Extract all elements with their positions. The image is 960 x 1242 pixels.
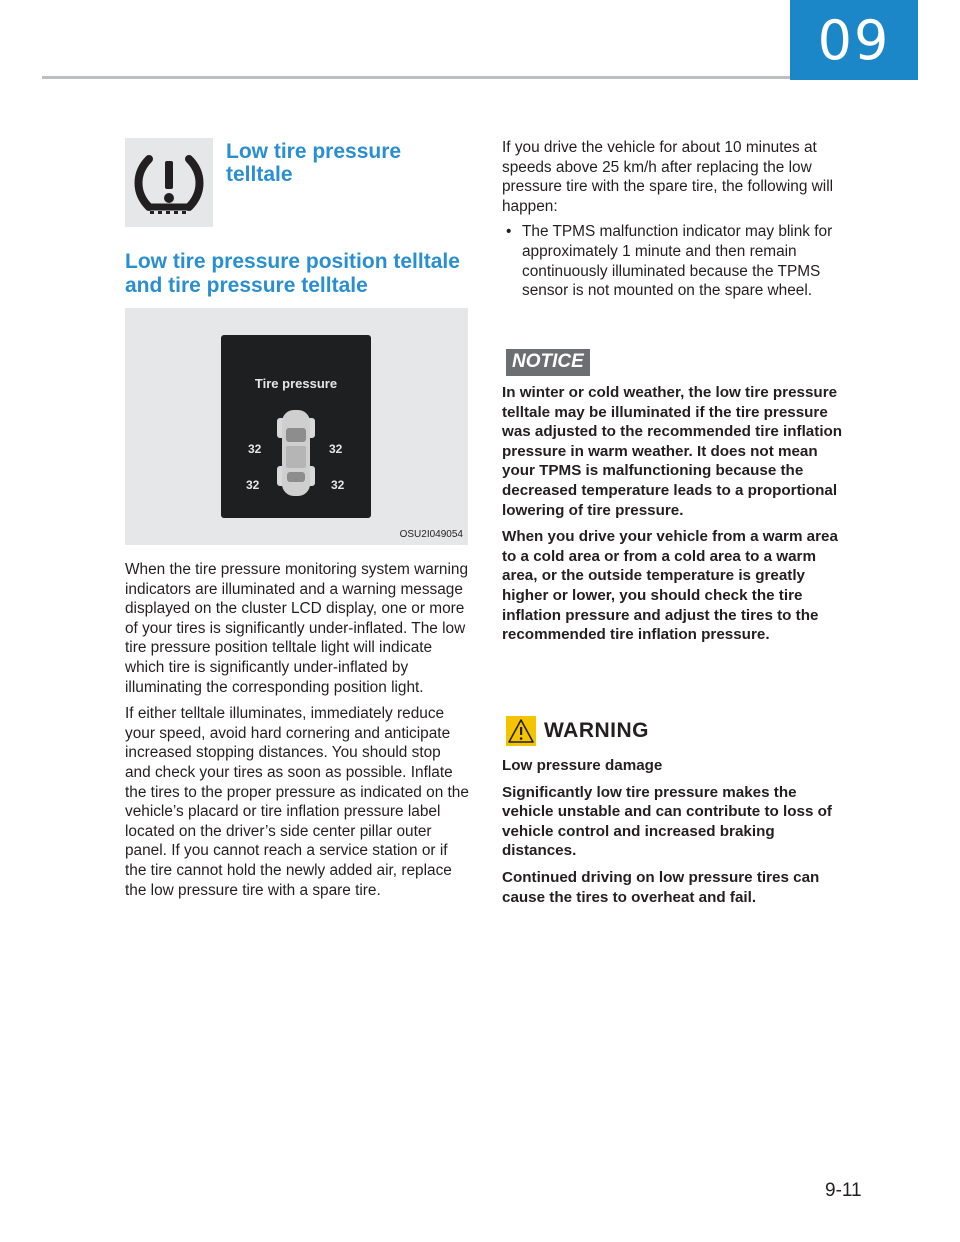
notice-body [502, 383, 850, 652]
tire-warning-icon [131, 151, 207, 215]
icon-heading: Low tire pressure telltale [226, 140, 402, 186]
header-rule [42, 76, 790, 79]
cluster-display [221, 335, 371, 518]
notice-paragraph: In winter or cold weather, the low tire pressure telltale may be illuminated if the tire pressure was adjusted to the recommended tire inflation pressure in warm weather. It does not mean your TPMS is malfunctioning because the decreased temperature leads to a proportional lowering of tire pressure. [502, 384, 843, 519]
paragraph: When the tire pressure monitoring system warning indicators are illuminated and a warning message displayed on the cluster LCD display, one or more of your tires is significantly under-inflated. The low tire pressure position telltale light will indicate which tire is significantly under-inflated by illuminating the corresponding position light. [125, 561, 469, 696]
bullet-icon: • [506, 223, 512, 241]
intro-paragraph: If you drive the vehicle for about 10 minutes at speeds above 25 km/h after replacing the low pressure tire with the spare tire, the following will happen: [502, 139, 834, 215]
car-top-view-icon [274, 408, 318, 500]
list-item-text: The TPMS malfunction indicator may blink for approximately 1 minute and then remain continuously illuminated because the TPMS sensor is not mounted on the spare wheel. [522, 223, 833, 300]
chapter-tab: 09 [790, 0, 918, 80]
warning-header [506, 716, 649, 746]
section-heading: Low tire pressure position telltale and tire pressure telltale [125, 250, 460, 297]
list-item [502, 222, 850, 300]
warning-paragraph: Low pressure damage [502, 757, 663, 774]
notice-paragraph: When you drive your vehicle from a warm area to a cold area or from a cold area to a warm area, or the outside temperature is greatly higher or lower, you should check the tire inflation pressure and adjust the tires to the recommended tire inflation pressure. [502, 528, 838, 644]
notice-label: NOTICE [506, 349, 590, 376]
front-left-pressure: 32 [248, 442, 262, 456]
front-right-pressure: 32 [329, 442, 343, 456]
paragraph: If either telltale illuminates, immediately reduce your speed, avoid hard cornering and anticipate increased stopping distances. You should stop and check your tires as soon as possible. Inflate the tires to the proper pressure as indicated on the vehicle’s placard or tire inflation pressure label located on the driver’s side center pillar outer panel. If you cannot reach a service station or if the tire cannot hold the newly added air, replace the low pressure tire with a spare tire. [125, 705, 469, 899]
page-number: 9-11 [825, 1180, 862, 1201]
warning-paragraph: Significantly low tire pressure makes the vehicle unstable and can contribute to loss of vehicle control and increased braking distances. [502, 783, 832, 860]
warning-title: WARNING [544, 719, 649, 742]
right-column [502, 138, 850, 906]
display-title: Tire pressure [254, 376, 338, 391]
left-body [125, 560, 470, 907]
low-tire-pressure-icon [125, 138, 213, 227]
rear-left-pressure: 32 [246, 478, 260, 492]
tire-pressure-figure [125, 308, 468, 545]
warning-triangle-icon [506, 716, 536, 746]
warning-body [502, 756, 850, 914]
rear-right-pressure: 32 [331, 478, 345, 492]
figure-code: OSU2I049054 [399, 529, 463, 540]
warning-paragraph: Continued driving on low pressure tires can cause the tires to overheat and fail. [502, 868, 820, 906]
